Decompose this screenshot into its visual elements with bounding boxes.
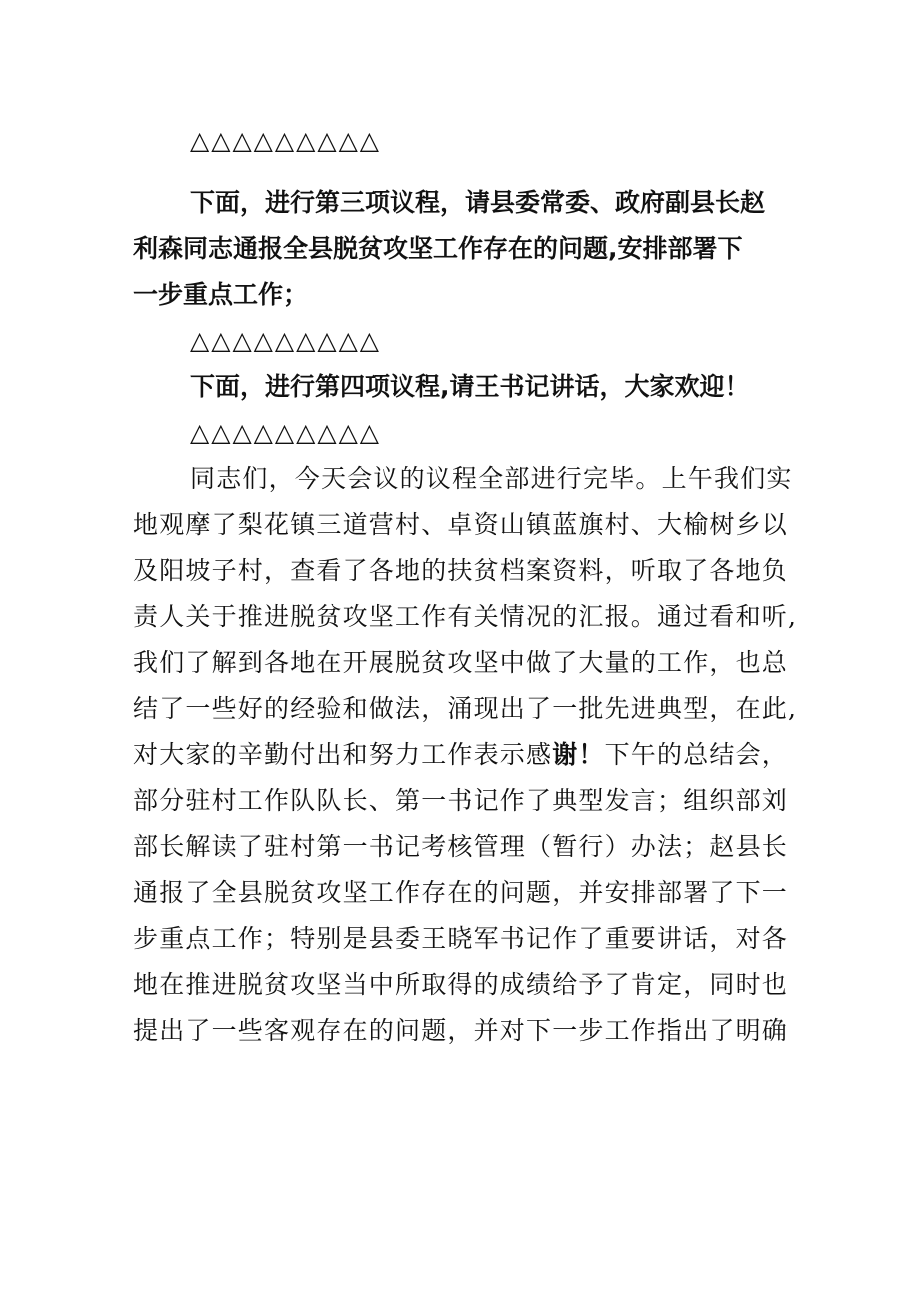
paragraph-line: 及阳坡子村，查看了各地的扶贫档案资料，听取了各地负 xyxy=(133,556,789,585)
paragraph-line: 责人关于推进脱贫攻坚工作有关情况的汇报。通过看和听, xyxy=(133,602,798,631)
paragraph-agenda-four: 下面，进行第四项议程,请王书记讲话，大家欢迎！ xyxy=(190,372,750,401)
document-body xyxy=(133,118,798,1054)
emphasis-text: 谢！ xyxy=(552,740,605,769)
paragraph-line: 地观摩了梨花镇三道营村、卓资山镇蓝旗村、大榆树乡以 xyxy=(133,510,789,539)
separator-3: △△△△△△△△△ xyxy=(190,418,382,447)
paragraph-line: 我们了解到各地在开展脱贫攻坚中做了大量的工作，也总 xyxy=(133,648,789,677)
paragraph-line: 提出了一些客观存在的问题，并对下一步工作指出了明确 xyxy=(133,1016,789,1045)
paragraph-closing-remarks xyxy=(133,456,798,1054)
paragraph-line: 部分驻村工作队队长、第一书记作了典型发言；组织部刘 xyxy=(133,786,789,815)
paragraph-line: 部长解读了驻村第一书记考核管理（暂行）办法；赵县长 xyxy=(133,832,789,861)
paragraph-line: 下面，进行第三项议程，请县委常委、政府副县长赵 xyxy=(190,188,766,217)
paragraph-line: 利森同志通报全县脱贫攻坚工作存在的问题,安排部署下 xyxy=(133,234,743,263)
paragraph-agenda-three xyxy=(133,180,798,318)
paragraph-line: 步重点工作；特别是县委王晓军书记作了重要讲话，对各 xyxy=(133,924,789,953)
paragraph-line: 一步重点工作； xyxy=(133,280,309,309)
paragraph-line: 地在推进脱贫攻坚当中所取得的成绩给予了肯定，同时也 xyxy=(133,970,789,999)
paragraph-line: 通报了全县脱贫攻坚工作存在的问题，并安排部署了下一 xyxy=(133,878,789,907)
paragraph-line xyxy=(133,732,798,778)
separator-1: △△△△△△△△△ xyxy=(190,126,382,155)
line-text: 下午的总结会， xyxy=(604,740,789,769)
line-text: 对大家的辛勤付出和努力工作表示感 xyxy=(133,740,553,769)
separator-2: △△△△△△△△△ xyxy=(190,326,382,355)
paragraph-line: 同志们，今天会议的议程全部进行完毕。上午我们实 xyxy=(190,464,793,493)
paragraph-line: 结了一些好的经验和做法，涌现出了一批先进典型，在此, xyxy=(133,694,798,723)
